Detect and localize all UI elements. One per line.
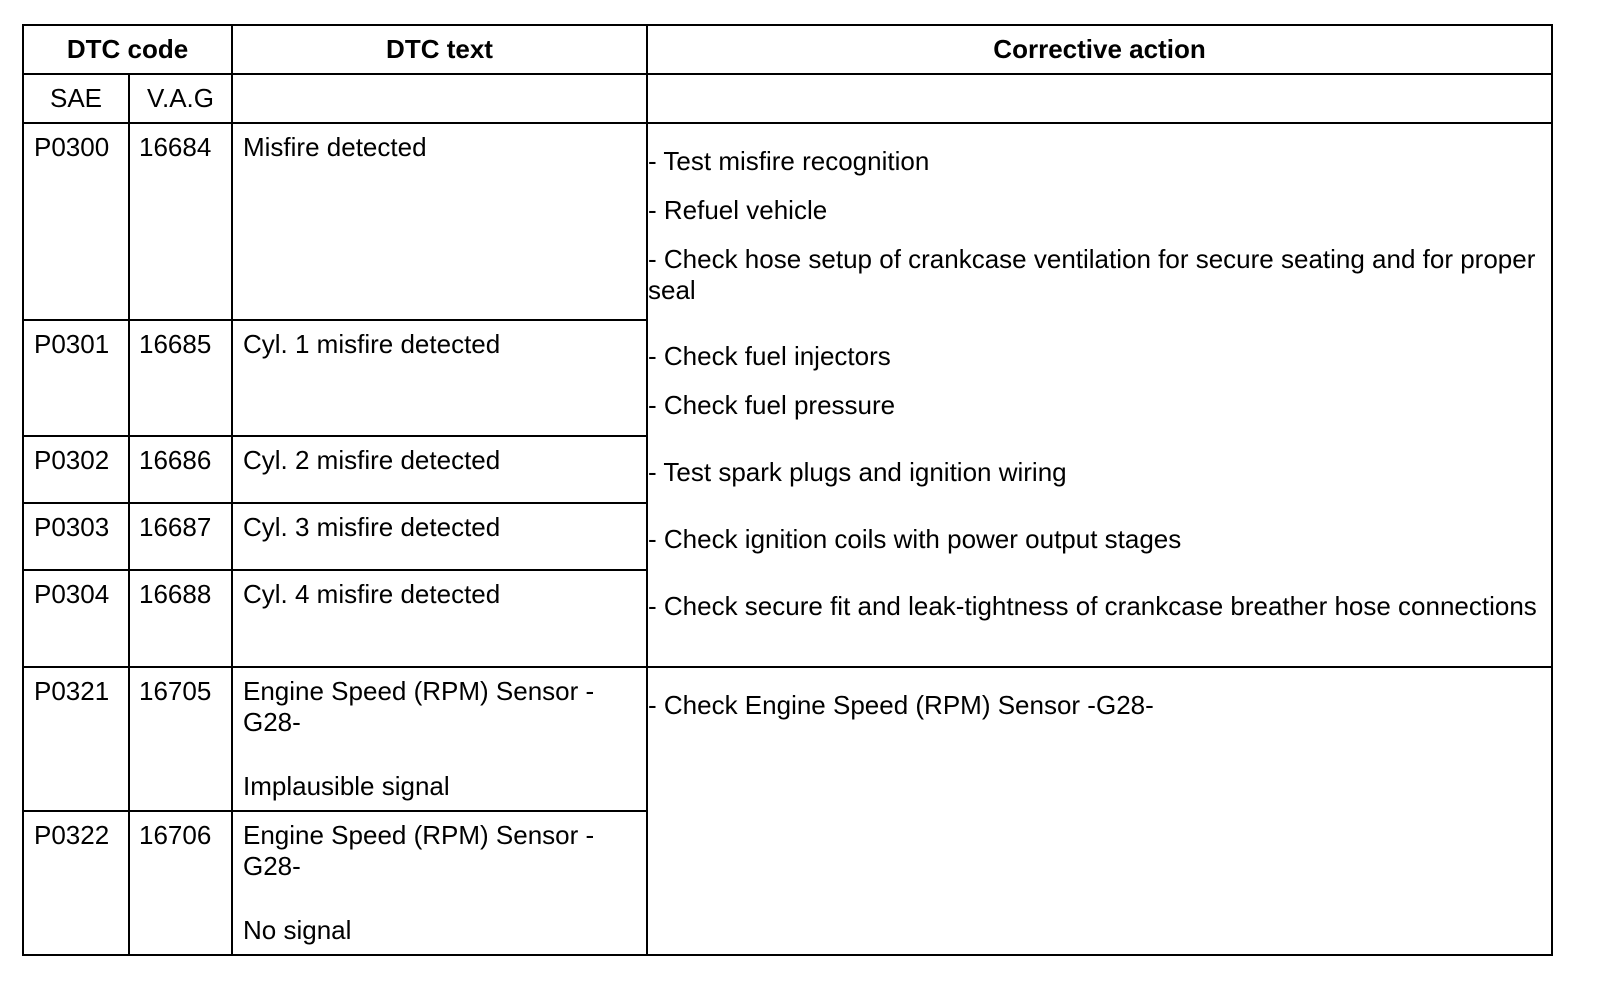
subheader-sae: SAE xyxy=(23,74,129,123)
sae-code: P0304 xyxy=(34,579,110,609)
dtc-text: Cyl. 2 misfire detected xyxy=(243,445,501,475)
dtc-text-line: Engine Speed (RPM) Sensor - xyxy=(243,820,595,850)
dtc-text-cell xyxy=(232,811,647,955)
sae-code: P0300 xyxy=(34,132,110,162)
header-dtc-code: DTC code xyxy=(23,25,232,74)
dtc-text-cell xyxy=(232,570,647,667)
vag-code: 16685 xyxy=(139,329,212,359)
sae-code-cell xyxy=(23,811,129,955)
action-item: - Check secure fit and leak-tightness of crankcase breather hose connections xyxy=(648,591,1537,621)
action-item: - Check hose setup of crankcase ventilation for secure seating and for proper seal xyxy=(648,244,1536,305)
dtc-text-cell xyxy=(232,503,647,570)
dtc-text-line: Implausible signal xyxy=(243,771,450,801)
dtc-text-cell xyxy=(232,320,647,436)
sae-code-cell xyxy=(23,123,129,320)
vag-code: 16706 xyxy=(139,820,212,850)
table-row xyxy=(23,667,1552,811)
vag-code: 16687 xyxy=(139,512,212,542)
dtc-text-cell xyxy=(232,436,647,503)
dtc-table xyxy=(22,24,1553,956)
sae-code: P0302 xyxy=(34,445,110,475)
sae-code-cell xyxy=(23,320,129,436)
action-item: - Check fuel injectors xyxy=(648,341,891,371)
sae-code: P0301 xyxy=(34,329,110,359)
sae-code-cell xyxy=(23,503,129,570)
sae-code-cell xyxy=(23,436,129,503)
dtc-text-cell xyxy=(232,123,647,320)
action-item: - Test misfire recognition xyxy=(648,146,930,176)
sae-code: P0303 xyxy=(34,512,110,542)
corrective-action-cell-misfire xyxy=(647,123,1552,667)
dtc-text-line: G28- xyxy=(243,707,301,737)
vag-code: 16684 xyxy=(139,132,212,162)
action-item: - Check Engine Speed (RPM) Sensor -G28- xyxy=(648,690,1154,720)
header-corrective-action: Corrective action xyxy=(647,25,1552,74)
action-item: - Test spark plugs and ignition wiring xyxy=(648,457,1067,487)
dtc-text-line: No signal xyxy=(243,915,352,945)
dtc-text-line: Engine Speed (RPM) Sensor - xyxy=(243,676,595,706)
vag-code-cell xyxy=(129,123,232,320)
corrective-action-cell-speed-sensor xyxy=(647,667,1552,955)
dtc-text-cell xyxy=(232,667,647,811)
dtc-text: Cyl. 3 misfire detected xyxy=(243,512,501,542)
vag-code-cell xyxy=(129,667,232,811)
vag-code: 16688 xyxy=(139,579,212,609)
dtc-text: Misfire detected xyxy=(243,132,427,162)
vag-code-cell xyxy=(129,570,232,667)
action-item: - Check fuel pressure xyxy=(648,390,896,420)
header-dtc-text: DTC text xyxy=(232,25,647,74)
sae-code: P0321 xyxy=(34,676,110,706)
sae-code-cell xyxy=(23,667,129,811)
vag-code-cell xyxy=(129,436,232,503)
vag-code: 16705 xyxy=(139,676,212,706)
subheader-row xyxy=(23,74,1552,123)
vag-code-cell xyxy=(129,320,232,436)
dtc-text: Cyl. 4 misfire detected xyxy=(243,579,501,609)
subheader-empty-action xyxy=(647,74,1552,123)
action-item: - Refuel vehicle xyxy=(648,195,828,225)
sae-code: P0322 xyxy=(34,820,110,850)
sae-code-cell xyxy=(23,570,129,667)
subheader-empty-text xyxy=(232,74,647,123)
vag-code-cell xyxy=(129,811,232,955)
action-item: - Check ignition coils with power output stages xyxy=(648,524,1182,554)
table-row xyxy=(23,123,1552,320)
subheader-vag: V.A.G xyxy=(129,74,232,123)
dtc-text: Cyl. 1 misfire detected xyxy=(243,329,501,359)
dtc-text-line: G28- xyxy=(243,851,301,881)
vag-code: 16686 xyxy=(139,445,212,475)
header-row xyxy=(23,25,1552,74)
vag-code-cell xyxy=(129,503,232,570)
